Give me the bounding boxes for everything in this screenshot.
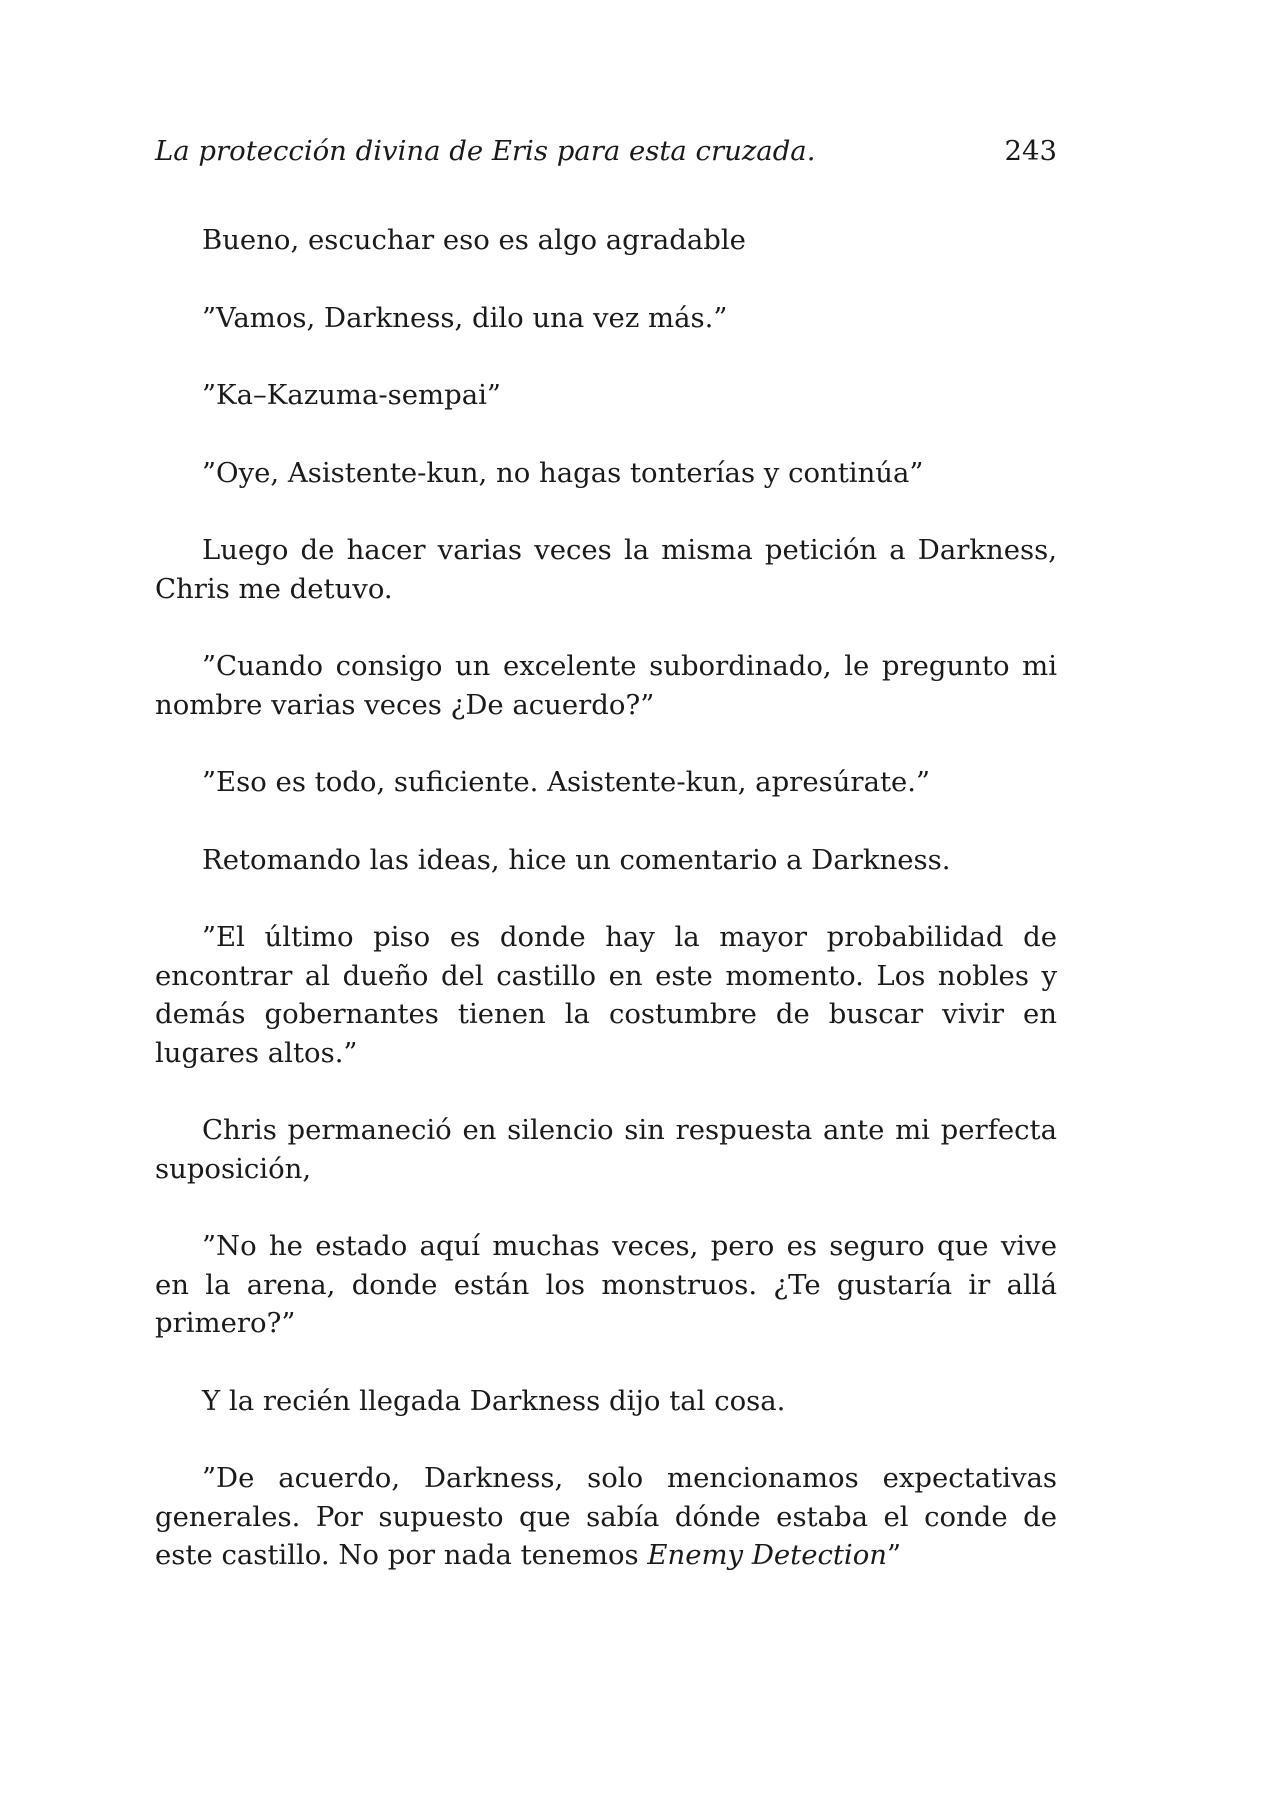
page-number: 243 (1004, 135, 1057, 167)
paragraph: ”Vamos, Darkness, dilo una vez más.” (202, 301, 728, 334)
paragraph: Bueno, escuchar eso es algo agradable (202, 224, 746, 256)
paragraph: Y la recién llegada Darkness dijo tal cosa. (202, 1384, 786, 1417)
paragraph: ”Oye, Asistente-kun, no hagas tonterías y continúa” (202, 456, 924, 489)
paragraph: ”Ka–Kazuma-sempai” (202, 379, 501, 411)
paragraph: ”Cuando consigo un excelente subordinado, le pregunto mi nombre varias veces ¿De acuerdo?” (155, 650, 1057, 721)
body-text (155, 221, 1057, 1575)
paragraph: ”Eso es todo, suficiente. Asistente-kun, apresúrate.” (202, 766, 931, 798)
paragraph (155, 1459, 1057, 1575)
paragraph: ”No he estado aquí muchas veces, pero es seguro que vive en la arena, donde están los monstruos. ¿Te gustaría ir allá primero?” (155, 1230, 1057, 1339)
paragraph: ”El último piso es donde hay la mayor probabilidad de encontrar al dueño del castillo en este momento. Los nobles y demás gobernantes tienen la costumbre de buscar vivir en lugares altos.” (155, 921, 1057, 1069)
running-header (155, 131, 1057, 171)
book-page (155, 0, 1057, 1807)
emphasis-text: Enemy Detection (647, 1539, 887, 1571)
paragraph: Chris permaneció en silencio sin respuesta ante mi perfecta suposición, (155, 1114, 1057, 1185)
paragraph-text: ”De acuerdo, Darkness, solo mencionamos expectativas generales. Por supuesto que sabía dónde estaba el conde de este castillo. No por nada tenemos (155, 1462, 1057, 1571)
paragraph-text: ” (887, 1539, 902, 1571)
running-title: La protección divina de Eris para esta cruzada. (155, 135, 816, 167)
paragraph: Luego de hacer varias veces la misma petición a Darkness, Chris me detuvo. (155, 534, 1057, 605)
paragraph: Retomando las ideas, hice un comentario a Darkness. (202, 843, 951, 876)
